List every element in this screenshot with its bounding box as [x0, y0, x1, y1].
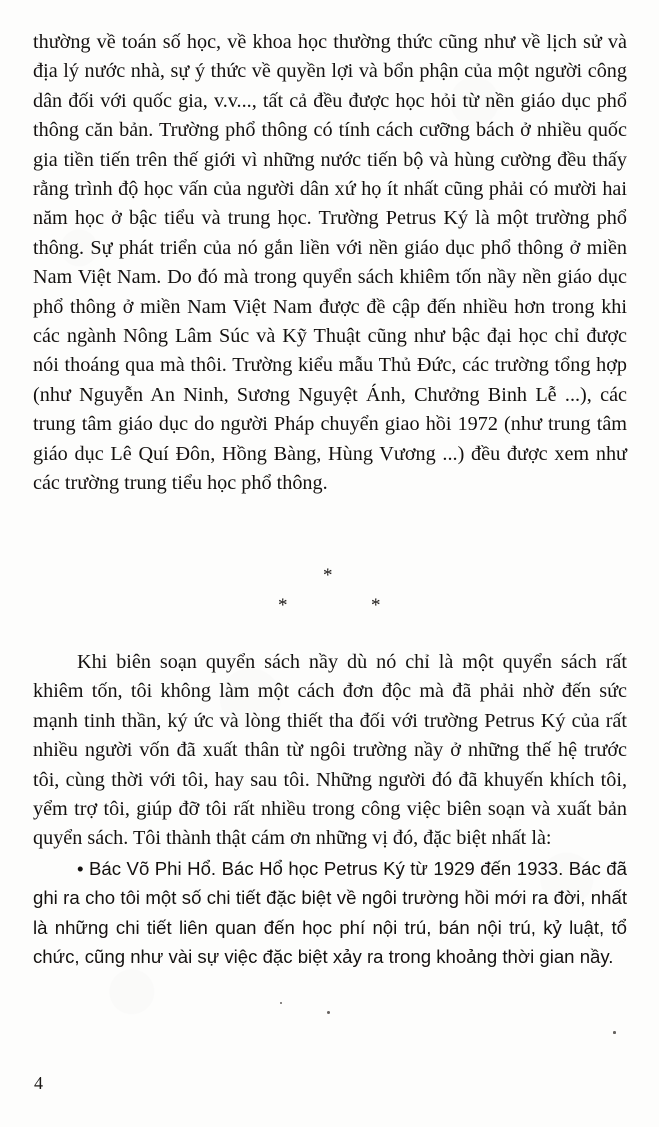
scan-speckle	[280, 1002, 282, 1004]
paragraph-2: Khi biên soạn quyển sách nầy dù nó chỉ là một quyển sách rất khiêm tốn, tôi không làm một cách đơn độc mà đã phải nhờ đến sức mạnh tinh thần, ký ức và lòng thiết tha đối với trường Petrus Ký của rất nhiều người vốn đã xuất thân từ ngôi trường nầy ở những thế hệ trước tôi, cùng thời với tôi, hay sau tôi. Những người đó đã khuyến khích tôi, yểm trợ tôi, giúp đỡ tôi rất nhiều trong công việc biên soạn và xuất bản quyển sách. Tôi thành thật cám ơn những vị đó, đặc biệt nhất là:	[33, 651, 627, 850]
scan-speckle	[327, 1011, 330, 1014]
asterisk-icon-right: *	[371, 595, 381, 616]
asterisk-icon-top: *	[323, 565, 333, 586]
text-column-lower	[33, 648, 627, 971]
paragraph-1: thường về toán số học, về khoa học thường thức cũng như về lịch sử và địa lý nước nhà, sự ý thức về quyền lợi và bổn phận của một người công dân đối với quốc gia, v.v..., tất cả đều được học hỏi từ nền giáo dục phổ thông căn bản. Trường phổ thông có tính cách cưỡng bách ở nhiều quốc gia tiền tiến trên thế giới vì những nước tiến bộ và hùng cường đều thấy rằng trình độ học vấn của người dân xứ họ ít nhất cũng phải có mười hai năm học ở bậc tiểu và trung học. Trường Petrus Ký là một trường phổ thông. Sự phát triển của nó gắn liền với nền giáo dục phổ thông ở miền Nam Việt Nam. Do đó mà trong quyển sách khiêm tốn nầy nền giáo dục phổ thông ở miền Nam Việt Nam được đề cập đến nhiều hơn trong khi các ngành Nông Lâm Súc và Kỹ Thuật cũng như bậc đại học chỉ được nói thoáng qua mà thôi. Trường kiểu mẫu Thủ Đức, các trường tổng hợp (như Nguyễn An Ninh, Sương Nguyệt Ánh, Chưởng Binh Lễ ...), các trung tâm giáo dục do người Pháp chuyển giao hồi 1972 (như trung tâm giáo dục Lê Quí Đôn, Hồng Bàng, Hùng Vương ...) đều được xem như các trường trung tiểu học phổ thông.	[33, 31, 627, 495]
asterisk-icon-left: *	[278, 595, 288, 616]
text-column	[33, 28, 627, 499]
scan-speckle	[613, 1031, 616, 1034]
page-number: 4	[34, 1073, 43, 1093]
paragraph-3-bullet: • Bác Võ Phi Hổ. Bác Hổ học Petrus Ký từ 1929 đến 1933. Bác đã ghi ra cho tôi một số chi tiết đặc biệt về ngôi trường hồi mới ra đời, nhất là những chi tiết liên quan đến học phí nội trú, bán nội trú, kỷ luật, tổ chức, cũng như vài sự việc đặc biệt xảy ra trong khoảng thời gian nầy.	[33, 857, 627, 968]
asterisk-divider	[0, 558, 659, 618]
